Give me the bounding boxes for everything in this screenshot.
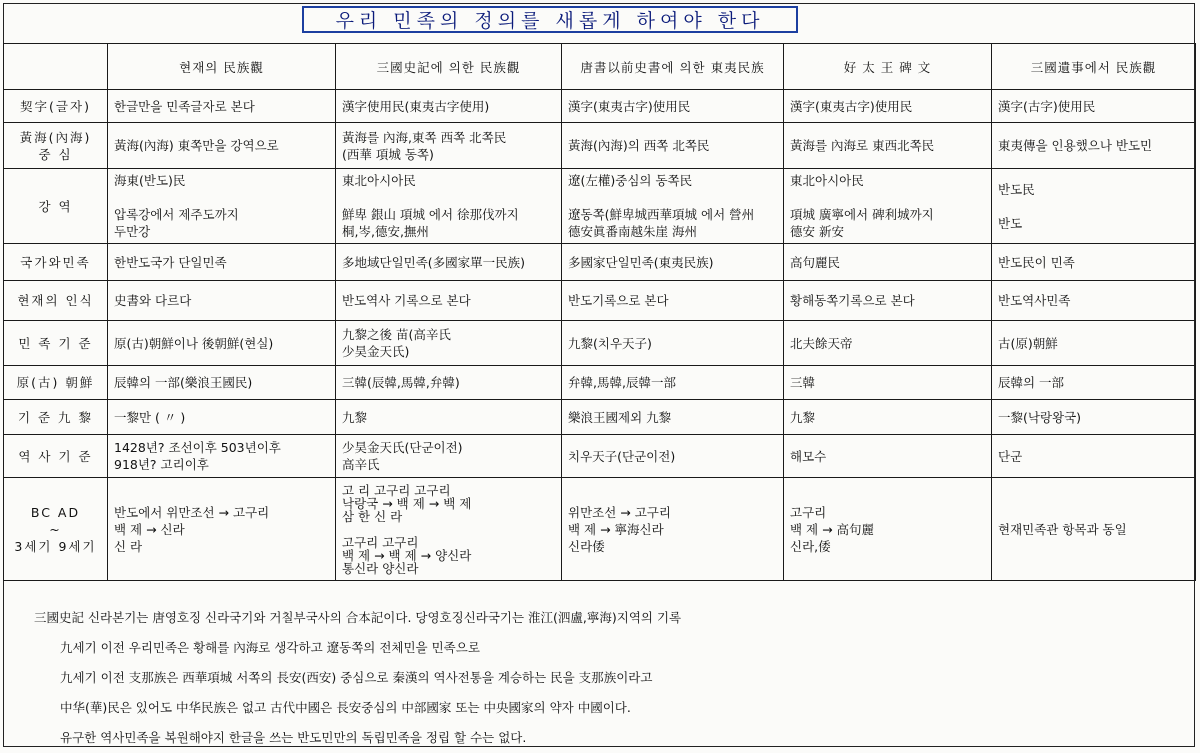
cell-line: 北夫餘天帝 [790,335,853,351]
table-cell [784,400,992,435]
cell-line: 단군 [998,448,1023,464]
table-cell [562,123,784,169]
table-cell [562,321,784,366]
table-cell [784,478,992,581]
cell-line: 신 라 [114,538,143,554]
cell-line: 九黎(치우天子) [568,335,652,351]
table-cell [108,90,336,123]
table-cell [108,244,336,281]
note-line: 九세기 이전 우리민족은 황해를 內海로 생각하고 遼동쪽의 전체민을 민족으로 [60,640,480,655]
cell-line: 해모수 [790,448,827,464]
row-header [4,366,108,400]
table-header-row [4,44,1196,90]
table-cell [784,90,992,123]
cell-line: 漢字使用民(東夷古字使用) [342,98,490,114]
table-cell [992,244,1196,281]
table-row [4,400,1196,435]
row-header-line: BC AD [30,504,81,520]
notes-section [34,603,1160,753]
cell-line [568,189,777,206]
cell-line: 통신라 양신라 [342,560,419,576]
cell-line: 樂浪王國제외 九黎 [568,409,672,425]
cell-line: 項城 廣寧에서 碑利城까지 [790,207,934,222]
row-header [4,400,108,435]
cell-line: 1428년? 조선이후 503년이후 [114,440,281,455]
cell-line: 고 리 고구리 고구리 [342,482,451,498]
table-cell [108,435,336,478]
cell-line: 一黎(낙랑왕국) [998,409,1082,425]
table-cell [992,400,1196,435]
cell-line: 두만강 [114,224,151,239]
cell-line: 반도역사민족 [998,293,1071,308]
table-row [4,366,1196,400]
cell-line: 東夷傳을 인용했으나 반도민 [998,138,1153,153]
cell-line: 多國家단일민족(東夷民族) [568,254,714,270]
row-header [4,169,108,244]
table-cell [336,478,562,581]
table-row [4,321,1196,366]
cell-line: 신라,倭 [790,538,831,554]
cell-line: 백 제 → 寧海신라 [568,521,664,537]
cell-line: 九黎 [342,409,368,425]
row-header [4,90,108,123]
cell-line: 치우天子(단군이전) [568,448,676,464]
cell-line: 遼(左權)중심의 동쪽民 [568,173,693,188]
cell-line: 鮮卑 銀山 項城 에서 徐那伐까지 [342,207,519,222]
table-cell [108,400,336,435]
row-header [4,435,108,478]
cell-line: 原(古)朝鮮이나 後朝鮮(현실) [114,335,274,351]
cell-line: 반도역사 기록으로 본다 [342,293,471,308]
cell-line: 黃海(內海) 東쪽만을 강역으로 [114,138,279,153]
table-cell [784,435,992,478]
table-cell [336,244,562,281]
row-header [4,281,108,321]
table-cell [336,123,562,169]
row-header-line: 역 사 기 준 [18,448,93,464]
cell-line: 九黎 [790,409,816,425]
row-header-line: 현재의 인식 [17,293,94,308]
cell-line: 낙랑국 → 백 제 → 백 제 [342,495,472,511]
table-cell [992,321,1196,366]
row-header-line: 강 역 [38,198,73,214]
table-row [4,123,1196,169]
cell-line: 桐,岑,德安,撫州 [342,224,429,239]
cell-line [790,189,985,206]
cell-line: 黃海를 內海로 東西北쪽民 [790,138,935,153]
table-cell [992,90,1196,123]
table-cell [992,478,1196,581]
cell-line: 遼동쪽(鮮卑城西華項城 에서 營州 [568,207,755,222]
cell-line: 漢字(古字)使用民 [998,98,1096,114]
table-cell [108,321,336,366]
note-line: 유구한 역사민족을 복원해야지 한글을 쓰는 반도민만의 독립민족을 정립 할 수는 없다. [60,730,527,745]
cell-line: 반도기록으로 본다 [568,293,669,308]
table-cell [336,321,562,366]
table-cell [784,244,992,281]
cell-line: 一黎만 ( 〃 ) [114,409,186,425]
table-cell [336,435,562,478]
note-line: 中华(華)民은 있어도 中华民族은 없고 古代中國은 長安중심의 中部國家 또는 中央國家의 약자 中國이다. [60,700,631,715]
row-header-line: 契字(글자) [20,98,91,114]
cell-line: 漢字(東夷古字)使用民 [790,98,913,114]
table-cell [562,90,784,123]
table-cell [784,281,992,321]
table-cell [784,321,992,366]
cell-line: 신라倭 [568,538,605,554]
table-cell [336,90,562,123]
table-cell [562,281,784,321]
cell-line: 東北아시아民 [342,173,416,188]
table-cell [562,478,784,581]
row-header [4,478,108,581]
cell-line [342,189,555,206]
cell-line: 高辛氏 [342,457,380,472]
table-body [4,90,1196,581]
column-header: 好 太 王 碑 文 [784,44,992,90]
cell-line: 고구리 [790,504,827,520]
cell-line: 少昊金天氏(단군이전) [342,440,463,455]
table-cell [992,281,1196,321]
cell-line: 九黎之後 苗(高辛氏 [342,327,451,342]
cell-line: 황해동쪽기록으로 본다 [790,293,915,308]
table-row [4,244,1196,281]
note-line: 三國史記 신라본기는 唐영호징 신라국기와 거칠부국사의 合本記이다. 당영호징신라국기는 淮江(泗盧,寧海)지역의 기록 [34,610,682,625]
table-cell [108,366,336,400]
table-cell [992,435,1196,478]
cell-line: 압록강에서 제주도까지 [114,207,239,222]
comparison-table [3,43,1196,581]
table-cell [108,123,336,169]
row-header [4,321,108,366]
cell-line: 고구리 고구리 [342,534,419,550]
table-cell [336,169,562,244]
cell-line: 高句麗民 [790,254,841,270]
table-cell [992,123,1196,169]
cell-line: 少昊金天氏) [342,344,410,359]
row-header-line: 3세기 9세기 [14,538,97,554]
table-cell [108,478,336,581]
cell-line: 史書와 다르다 [114,293,192,308]
column-header: 현재의 民族觀 [108,44,336,90]
table-cell [336,281,562,321]
cell-line: 辰韓의 一部 [998,375,1065,390]
cell-line: 반도에서 위만조선 → 고구리 [114,504,270,520]
cell-line: 백 제 → 신라 [114,521,185,537]
table-cell [992,366,1196,400]
row-header-line: 原(古) 朝鮮 [16,375,95,390]
cell-line: 黃海를 內海,東쪽 西쪽 北쪽民 [342,129,507,145]
cell-line: 반도 [998,215,1023,231]
table-cell [562,366,784,400]
cell-line: 三韓 [790,375,816,390]
table-cell [108,281,336,321]
column-header: 三國遺事에서 民族觀 [992,44,1196,90]
table-cell [784,123,992,169]
cell-line: 黃海(內海)의 西쪽 北쪽民 [568,138,710,153]
column-header [4,44,108,90]
table-cell [336,400,562,435]
row-header-line: 중 심 [38,146,73,162]
cell-line: 德安 新安 [790,224,844,239]
table-row [4,90,1196,123]
cell-line: 현재민족관 항목과 동일 [998,521,1127,537]
row-header-line: 민 족 기 준 [18,335,93,351]
table-cell [784,169,992,244]
cell-line: 多地域단일민족(多國家單一民族) [342,254,526,270]
cell-line: 東北아시아民 [790,173,864,188]
cell-line: 삼 한 신 라 [342,508,403,524]
table-cell [562,244,784,281]
cell-line: 古(原)朝鮮 [998,335,1058,351]
table-cell [562,435,784,478]
row-header [4,123,108,169]
row-header-line: 黃海(內海) [19,129,92,145]
table-cell [784,366,992,400]
cell-line: 위만조선 → 고구리 [568,504,671,520]
cell-line: 반도民 [998,181,1035,197]
table-cell [992,169,1196,244]
cell-line: 백 제 → 백 제 → 양신라 [342,547,472,563]
column-header: 唐書以前史書에 의한 東夷民族 [562,44,784,90]
table-cell [108,169,336,244]
cell-line: 백 제 → 高句麗 [790,521,875,537]
cell-line: 漢字(東夷古字)使用民 [568,98,691,114]
table-row [4,281,1196,321]
cell-line [114,189,329,206]
cell-line: 辰韓의 一部(樂浪王國民) [114,375,253,390]
table-cell [562,400,784,435]
cell-line: (西華 項城 동쪽) [342,146,434,162]
cell-line: 海東(반도)民 [114,173,186,188]
cell-line: 德安眞番南越朱崖 海州 [568,224,697,239]
cell-line: 918년? 고리이후 [114,457,209,472]
page-title: 우리 민족의 정의를 새롭게 하여야 한다 [302,6,798,33]
cell-line: 반도民이 민족 [998,254,1075,270]
table-row [4,169,1196,244]
row-header [4,244,108,281]
cell-line [998,198,1189,215]
column-header: 三國史記에 의한 民族觀 [336,44,562,90]
note-line: 九세기 이전 支那族은 西華項城 서쪽의 長安(西安) 중심으로 秦漢의 역사전통을 계승하는 民을 支那族이라고 [60,670,653,685]
row-header-line: 국가와민족 [20,254,91,270]
cell-line [342,523,555,536]
table-cell [336,366,562,400]
table-cell [562,169,784,244]
row-header-line: ~ [49,521,62,537]
cell-line: 弁韓,馬韓,辰韓一部 [568,375,676,390]
table-row [4,478,1196,581]
table-row [4,435,1196,478]
cell-line: 한글만을 민족글자로 본다 [114,98,255,114]
cell-line: 三韓(辰韓,馬韓,弁韓) [342,375,460,390]
row-header-line: 기 준 九 黎 [17,409,94,425]
cell-line: 한반도국가 단일민족 [114,254,227,270]
